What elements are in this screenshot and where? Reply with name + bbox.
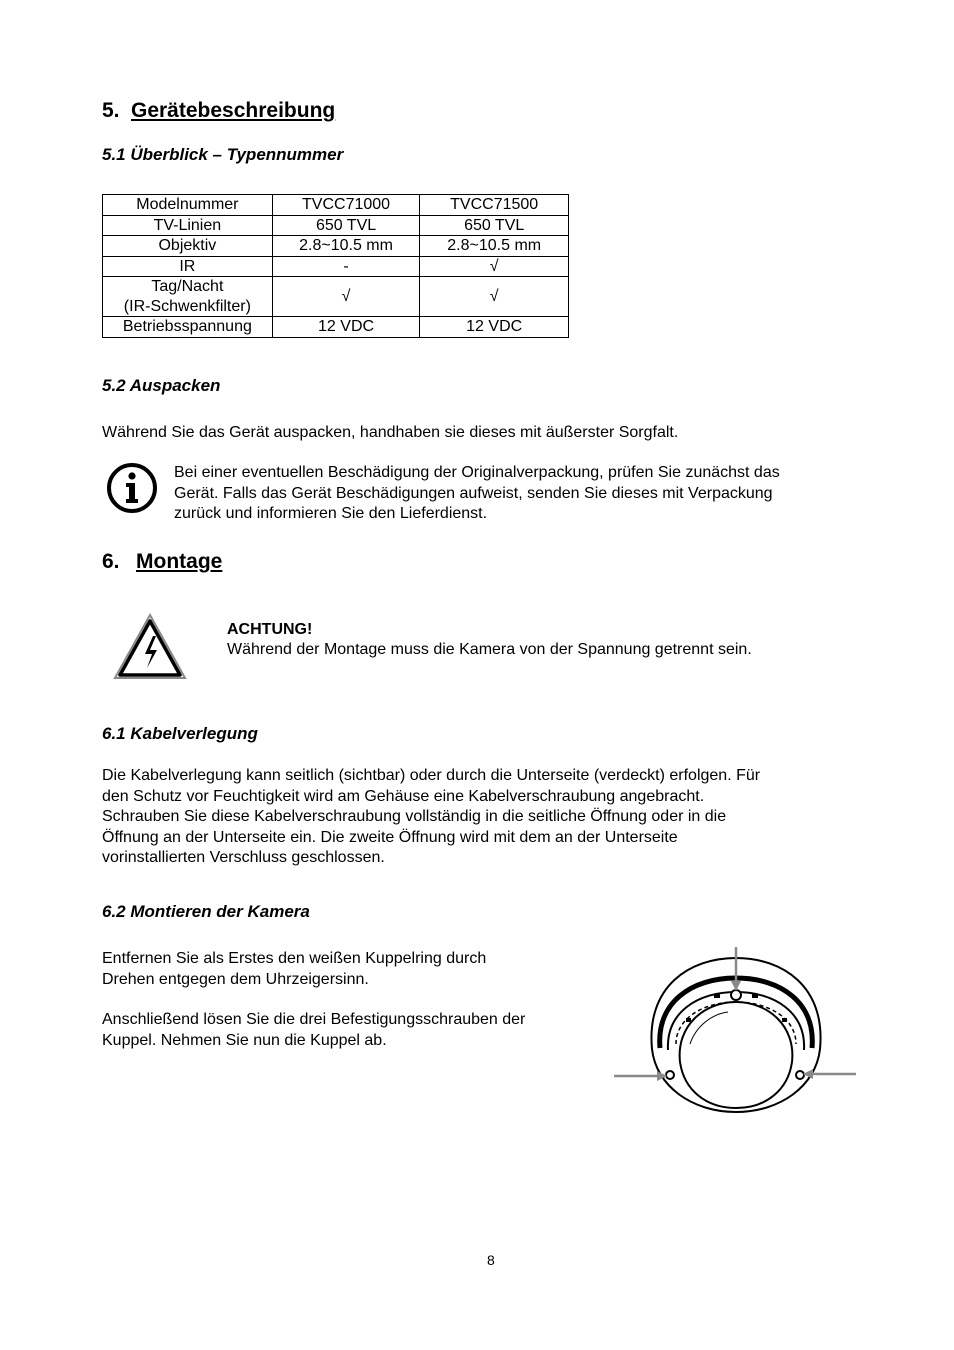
section-5-2-title: 5.2 Auspacken (102, 376, 221, 395)
mount-paragraph-1 (102, 949, 486, 990)
table-cell-line: (IR-Schwenkfilter) (123, 297, 251, 315)
text-line: Die Kabelverlegung kann seitlich (sichtbar) oder durch die Unterseite (verdeckt) erfolgen. Für (102, 767, 761, 784)
table-row (103, 256, 569, 277)
section-6-heading (102, 550, 222, 574)
table-cell: TV-Linien (103, 215, 273, 236)
text-line: Anschließend lösen Sie die drei Befestigungsschrauben der (102, 1011, 526, 1028)
table-row (103, 277, 569, 317)
table-cell: Betriebsspannung (103, 317, 273, 338)
text-line: Kuppel. Nehmen Sie nun die Kuppel ab. (102, 1031, 387, 1049)
info-line: Gerät. Falls das Gerät Beschädigungen aufweist, senden Sie dieses mit Verpackung (174, 484, 773, 502)
text-line: den Schutz vor Feuchtigkeit wird am Gehäuse eine Kabelverschraubung angebracht. (102, 787, 705, 805)
info-note (174, 463, 864, 525)
table-row (103, 195, 569, 216)
section-6-number: 6. (102, 550, 120, 573)
table-cell: 650 TVL (272, 215, 420, 236)
table-cell: 12 VDC (272, 317, 420, 338)
table-cell: 2.8~10.5 mm (272, 236, 420, 257)
section-6-1-title: 6.1 Kabelverlegung (102, 724, 258, 743)
table-cell: 2.8~10.5 mm (420, 236, 569, 257)
section-5-number: 5. (102, 99, 120, 122)
table-cell: TVCC71500 (420, 195, 569, 216)
mount-paragraph-2 (102, 1010, 525, 1051)
table-cell: √ (272, 277, 420, 317)
table-cell: Modelnummer (103, 195, 273, 216)
text-line: Schrauben Sie diese Kabelverschraubung vollständig in die seitliche Öffnung oder in die (102, 808, 727, 825)
table-cell: √ (420, 256, 569, 277)
section-5-heading (102, 99, 335, 123)
table-row (103, 236, 569, 257)
text-line: Entfernen Sie als Erstes den weißen Kuppelring durch (102, 950, 487, 967)
cable-routing-text (102, 766, 862, 869)
text-line: Öffnung an der Unterseite ein. Die zweite Öffnung wird mit dem an der Unterseite (102, 828, 678, 846)
unpack-intro: Während Sie das Gerät auspacken, handhaben sie dieses mit äußerster Sorgfalt. (102, 424, 679, 441)
info-icon (106, 462, 158, 514)
table-row (103, 317, 569, 338)
spec-table (102, 194, 569, 338)
section-5-1-title: 5.1 Überblick – Typennummer (102, 145, 344, 164)
info-line: zurück und informieren Sie den Lieferdienst. (174, 505, 488, 522)
table-cell: √ (420, 277, 569, 317)
text-line: vorinstallierten Verschluss geschlossen. (102, 849, 385, 866)
info-line: Bei einer eventuellen Beschädigung der Originalverpackung, prüfen Sie zunächst das (174, 464, 780, 481)
text-line: Drehen entgegen dem Uhrzeigersinn. (102, 970, 369, 988)
section-5-title: Gerätebeschreibung (131, 99, 336, 122)
table-row (103, 215, 569, 236)
table-cell: TVCC71000 (272, 195, 420, 216)
dome-cover (680, 1002, 793, 1108)
table-cell: IR (103, 256, 273, 277)
table-cell: 650 TVL (420, 215, 569, 236)
table-cell-line: Tag/Nacht (151, 278, 224, 295)
warning-text: Während der Montage muss die Kamera von der Spannung getrennt sein. (227, 641, 752, 658)
table-cell: Objektiv (103, 236, 273, 257)
page-number: 8 (487, 1252, 495, 1268)
table-cell (103, 277, 273, 317)
table-cell: 12 VDC (420, 317, 569, 338)
section-6-2-title: 6.2 Montieren der Kamera (102, 902, 310, 921)
section-6-title: Montage (136, 550, 223, 573)
high-voltage-warning-icon (112, 612, 188, 682)
dome-camera-illustration (610, 944, 860, 1116)
warning-heading: ACHTUNG! (227, 621, 313, 638)
table-cell: - (272, 256, 420, 277)
